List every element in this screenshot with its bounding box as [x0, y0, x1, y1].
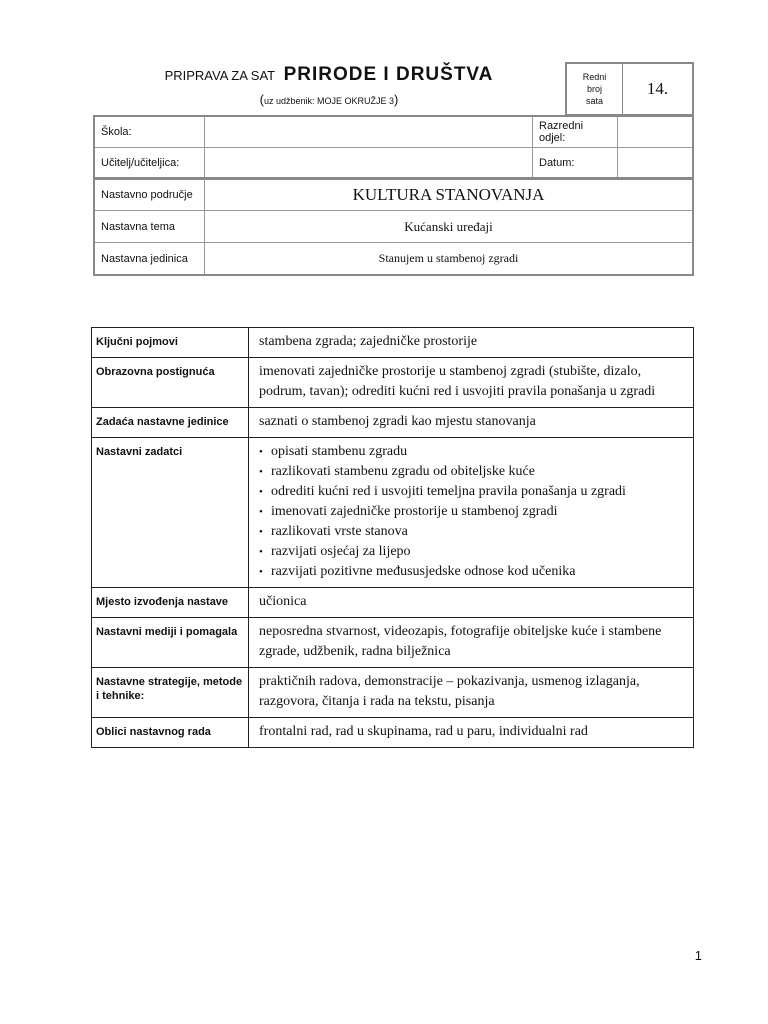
- table-row: [92, 588, 694, 618]
- tasks-label: Nastavni zadatci: [92, 438, 249, 588]
- title-main: PRIRODE I DRUŠTVA: [283, 64, 494, 85]
- lesson-number-label: Redni broj sata: [567, 64, 623, 114]
- list-item: • imenovati zajedničke prostorije u stambenoj zgradi: [259, 502, 683, 522]
- media-label: Nastavni mediji i pomagala: [92, 618, 249, 668]
- list-item: • opisati stambenu zgradu: [259, 442, 683, 462]
- area-label: Nastavno područje: [94, 178, 205, 211]
- table-row: [92, 618, 694, 668]
- key-terms-label: Ključni pojmovi: [92, 328, 249, 358]
- document-title: [93, 64, 565, 86]
- list-item: • razlikovati vrste stanova: [259, 522, 683, 542]
- work-forms-label: Oblici nastavnog rada: [92, 718, 249, 748]
- school-label: Škola:: [94, 116, 205, 148]
- table-row: [92, 328, 694, 358]
- location-value: učionica: [249, 588, 694, 618]
- location-label: Mjesto izvođenja nastave: [92, 588, 249, 618]
- class-field[interactable]: [618, 116, 694, 148]
- page-number: 1: [694, 948, 702, 963]
- topic-row-area: [94, 178, 693, 211]
- lesson-goal-label: Zadaća nastavne jedinice: [92, 408, 249, 438]
- lesson-goal-value: saznati o stambenoj zgradi kao mjestu stanovanja: [249, 408, 694, 438]
- table-row: [92, 358, 694, 408]
- list-item: • razlikovati stambenu zgradu od obiteljske kuće: [259, 462, 683, 482]
- lesson-plan-table: [91, 327, 694, 748]
- strategies-label: Nastavne strategije, metode i tehnike:: [92, 668, 249, 718]
- school-info-table: [93, 115, 694, 180]
- table-row: [92, 438, 694, 588]
- school-field[interactable]: [205, 116, 533, 148]
- theme-label: Nastavna tema: [94, 211, 205, 243]
- teacher-label: Učitelj/učiteljica:: [94, 148, 205, 180]
- topic-row-unit: [94, 243, 693, 276]
- date-field[interactable]: [618, 148, 694, 180]
- topic-table: [93, 177, 694, 276]
- work-forms-value: frontalni rad, rad u skupinama, rad u paru, individualni rad: [249, 718, 694, 748]
- lesson-number-box: [565, 62, 694, 116]
- tasks-list: [259, 442, 683, 582]
- media-value: neposredna stvarnost, videozapis, fotografije obiteljske kuće i stambene zgrade, udžbenik, radna bilježnica: [249, 618, 694, 668]
- table-row: [92, 718, 694, 748]
- teacher-field[interactable]: [205, 148, 533, 180]
- class-label: Razredni odjel:: [533, 116, 618, 148]
- area-value: KULTURA STANOVANJA: [205, 178, 694, 211]
- outcomes-value: imenovati zajedničke prostorije u stambenoj zgradi (stubište, dizalo, podrum, tavan); odrediti kućni red i usvojiti pravila ponašanja u zgradi: [249, 358, 694, 408]
- strategies-value: praktičnih radova, demonstracije – pokazivanja, usmenog izlaganja, razgovora, čitanja i rada na tekstu, pisanja: [249, 668, 694, 718]
- teacher-row: [94, 148, 693, 180]
- table-row: [92, 408, 694, 438]
- key-terms-value: stambena zgrada; zajedničke prostorije: [249, 328, 694, 358]
- topic-row-theme: [94, 211, 693, 243]
- textbook-reference: uz udžbenik: MOJE OKRUŽJE 3: [263, 96, 395, 106]
- list-item: • odrediti kućni red i usvojiti temeljna pravila ponašanja u zgradi: [259, 482, 683, 502]
- unit-label: Nastavna jedinica: [94, 243, 205, 276]
- list-item: • razvijati pozitivne međususjedske odnose kod učenika: [259, 562, 683, 582]
- date-label: Datum:: [533, 148, 618, 180]
- document-subtitle: (uz udžbenik: MOJE OKRUŽJE 3): [259, 92, 399, 107]
- table-row: [92, 668, 694, 718]
- unit-value: Stanujem u stambenoj zgradi: [205, 243, 694, 276]
- school-row: [94, 116, 693, 148]
- lesson-number-value: 14.: [646, 79, 669, 98]
- theme-value: Kućanski uređaji: [205, 211, 694, 243]
- list-item: • razvijati osjećaj za lijepo: [259, 542, 683, 562]
- title-prefix: PRIPRAVA ZA SAT: [164, 68, 276, 83]
- tasks-value: [249, 438, 694, 588]
- outcomes-label: Obrazovna postignuća: [92, 358, 249, 408]
